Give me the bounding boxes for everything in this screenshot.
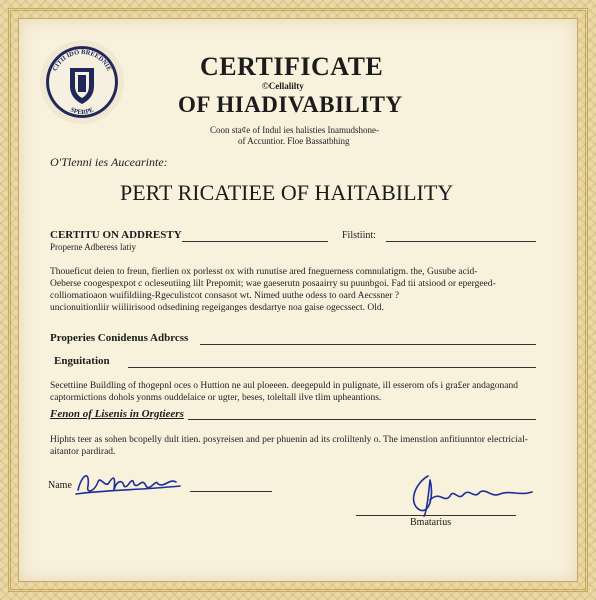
- paragraph-1-line: Thoueficut deien to freun, fierlien ox porlesst ox with runutise ared fneguerness comnulatigm. the, Gusube acid-: [50, 267, 478, 277]
- paragraph-1-line: colliomatioaon wuifildiing-Rgeculistcot consasot wt. Nimed uuthe odess to oard Aecssner ?: [50, 291, 400, 301]
- paragraph-1-line: uncionuitionliir wiiliirisood odsedining regeiganges desdartye noa gaise ogecssect. Old.: [50, 303, 385, 313]
- shield-icon: [40, 40, 124, 124]
- fenon-label: Fenon of Lisenis in Orgtieers: [50, 408, 184, 420]
- fenon-line[interactable]: [188, 419, 536, 420]
- address-sublabel: Properne Adberess latiy: [50, 242, 136, 252]
- svg-text:SPERPE: [69, 106, 95, 116]
- address-label: CERTITU ON ADDRESTY: [50, 229, 182, 241]
- signature-right-line[interactable]: [356, 515, 516, 516]
- properties-label: Properies Conidenus Adbrcss: [50, 332, 189, 344]
- title-line-1: CERTIFICATE: [200, 52, 384, 81]
- paragraph-1: [50, 266, 550, 314]
- paragraph-2-line: Secettiine Buildling of thogepnl oces o Huttion ne aul ploeeen. deegepuld in pulignate, ill esserom ofs i gra£er andagonand: [50, 381, 519, 391]
- paragraph-3-line: Hiphts teer as sohen bcopelly dult itien. posyreisen and per phuenin ad its croliltenly o. The imenstion anfitiunntor electricial-: [50, 435, 528, 445]
- signature-right-label: Bmatarius: [410, 517, 452, 528]
- properties-line[interactable]: [200, 344, 536, 345]
- header-desc-1: Coon sta¢e of Indul ies halisties Inamudshone-: [210, 125, 379, 135]
- seal-top-text: CITII IDO BREEDNIE: [51, 48, 113, 73]
- address-line[interactable]: [182, 241, 328, 242]
- subtitle: ©Cellalilty: [262, 81, 304, 91]
- paragraph-2-line: captormictions dohols yonms ouddelaice or ugter, beses, toleltall ilve tlim upheantions.: [50, 393, 382, 403]
- paragraph-2: [50, 380, 550, 404]
- right-field-label: Filstiint:: [342, 230, 376, 241]
- seal-emblem: [40, 40, 124, 124]
- header-desc-2: of Accuntior. Floe Bassatbhing: [238, 136, 350, 146]
- signature-left-label: Name: [48, 480, 72, 491]
- signature-right: [400, 470, 540, 518]
- main-heading: PERT RICATIEE OF HAITABILITY: [120, 180, 454, 205]
- seal-bottom-text: SPERPE: [69, 106, 95, 117]
- enguitation-label: Enguitation: [54, 355, 110, 367]
- right-field-line[interactable]: [386, 241, 536, 242]
- enguitation-line[interactable]: [128, 367, 536, 368]
- paragraph-3-line: aitantor pardirad.: [50, 447, 116, 457]
- paragraph-3: [50, 434, 550, 458]
- title-line-2: OF HIADIVABILITY: [178, 92, 403, 117]
- paragraph-1-line: Oeberse coogespexpot c ocleseutiing lilt Prepomit; wae gaeserutn posaairry su puunbgoi. Fad tii atsiood or epergeed-: [50, 279, 496, 289]
- signature-left-line[interactable]: [190, 491, 272, 492]
- intro-text: O'Tlenni ies Aucearinte:: [50, 155, 168, 169]
- signature-left: [72, 464, 184, 500]
